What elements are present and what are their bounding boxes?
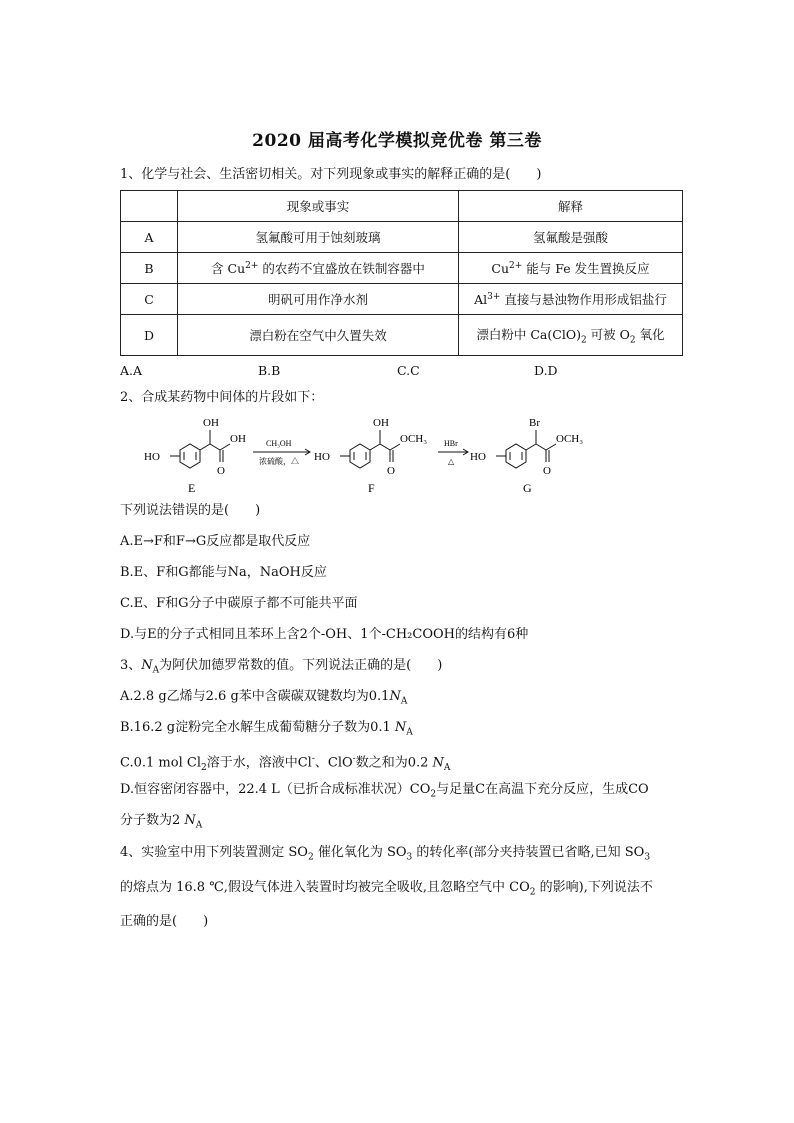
option-b: B.B (258, 363, 281, 378)
q2-stem: 2、合成某药物中间体的片段如下： (120, 390, 324, 405)
atom-label: HO (314, 451, 330, 463)
option-d-cont: 分子数为2 $N_A$ (120, 813, 203, 831)
row-key: D (121, 315, 178, 356)
atom-label: O (217, 465, 225, 477)
fact-cell: 漂白粉在空气中久置失效 (178, 315, 459, 356)
option-a: A.A (120, 363, 143, 378)
row-key: C (121, 284, 178, 315)
q2-body (120, 497, 685, 652)
q3-stem: 3、$N_A$为阿伏加德罗常数的值。下列说法正确的是( ) (120, 658, 443, 676)
q1-table (120, 190, 683, 356)
atom-label: HO (144, 451, 160, 463)
q4-body (120, 838, 685, 936)
option-d: D.D (534, 363, 558, 378)
option-c: C.C (397, 363, 420, 378)
reaction-scheme (140, 412, 600, 497)
fact-cell: 氢氟酸可用于蚀刻玻璃 (178, 222, 459, 253)
atom-label: OCH₃ (400, 433, 428, 445)
fact-cell: 含 $Cu^{2+}$ 的农药不宜盛放在铁制容器中 (178, 253, 459, 284)
compound-label-e: E (188, 481, 196, 495)
molecule-e (170, 430, 230, 468)
reagent-label: HBr (444, 439, 458, 448)
q3-body (120, 652, 685, 838)
option-d: D.恒容密闭容器中，22.4 L（已折合成标准状况）$CO_2$与足量C在高温下充分反应，生成CO (120, 782, 649, 800)
option-a: A.E→F和F→G反应都是取代反应 (120, 534, 311, 549)
reagent-label: CH₃OH (266, 439, 292, 448)
explanation-cell: $Al^{3+}$ 直接与悬浊物作用形成铝盐行 (459, 284, 683, 315)
condition-label: 浓硫酸，△ (259, 457, 299, 466)
table-row (121, 253, 683, 284)
table-row (121, 222, 683, 253)
q4-line: 4、实验室中用下列装置测定 $SO_2$ 催化氧化为 $SO_3$ 的转化率(部分夹持装置已省略,已知 $SO_3$ (120, 845, 651, 863)
page-title: 2020 届高考化学模拟竞优卷 第三卷 (252, 131, 542, 151)
option-c: C.E、F和G分子中碳原子都不可能共平面 (120, 596, 358, 611)
q2-ask: 下列说法错误的是( ) (120, 503, 261, 518)
atom-label: OH (203, 417, 219, 429)
q4-line: 的熔点为 16.8 ℃,假设气体进入装置时均被完全吸收,且忽略空气中 $CO_2$ 的影响),下列说法不 (120, 879, 653, 898)
atom-label: HO (470, 451, 486, 463)
explanation-cell: 漂白粉中 $Ca(ClO)_2$ 可被 $O_2$ 氧化 (459, 315, 683, 356)
condition-label: △ (448, 457, 455, 466)
header-cell: 现象或事实 (178, 191, 459, 222)
table-row (121, 284, 683, 315)
option-b: B.16.2 g淀粉完全水解生成葡萄糖分子数为0.1 $N_A$ (120, 720, 413, 738)
header-cell (121, 191, 178, 222)
atom-label: OH (230, 433, 246, 445)
row-key: A (121, 222, 178, 253)
table-row (121, 191, 683, 222)
option-a: A.2.8 g乙烯与2.6 g苯中含碳碳双键数均为$0.1N_A$ (120, 689, 408, 707)
option-b: B.E、F和G都能与Na，NaOH反应 (120, 565, 327, 580)
compound-label-f: F (368, 481, 375, 495)
arrow-icon (438, 449, 468, 455)
molecule-g (496, 430, 556, 468)
option-d: D.与E的分子式相同且苯环上含2个-OH、1个-CH₂COOH的结构有6种 (120, 627, 529, 642)
q1-stem: 1、化学与社会、生活密切相关。对下列现象或事实的解释正确的是( ) (120, 167, 542, 182)
arrow-icon (253, 449, 310, 455)
molecule-f (340, 430, 400, 468)
fact-cell: 明矾可用作净水剂 (178, 284, 459, 315)
atom-label: Br (529, 417, 540, 429)
option-c: C.0.1 mol $Cl_2$溶于水，溶液中Cl-、ClO-数之和为0.2 $N_A$ (120, 754, 451, 773)
header-cell: 解释 (459, 191, 683, 222)
row-key: B (121, 253, 178, 284)
explanation-cell: 氢氟酸是强酸 (459, 222, 683, 253)
table-row (121, 315, 683, 356)
atom-label: OCH₃ (556, 433, 584, 445)
explanation-cell: $Cu^{2+}$ 能与 Fe 发生置换反应 (459, 253, 683, 284)
atom-label: OH (373, 417, 389, 429)
q4-line: 正确的是( ) (120, 914, 209, 930)
atom-label: O (387, 465, 395, 477)
atom-label: O (543, 465, 551, 477)
compound-label-g: G (523, 481, 532, 495)
